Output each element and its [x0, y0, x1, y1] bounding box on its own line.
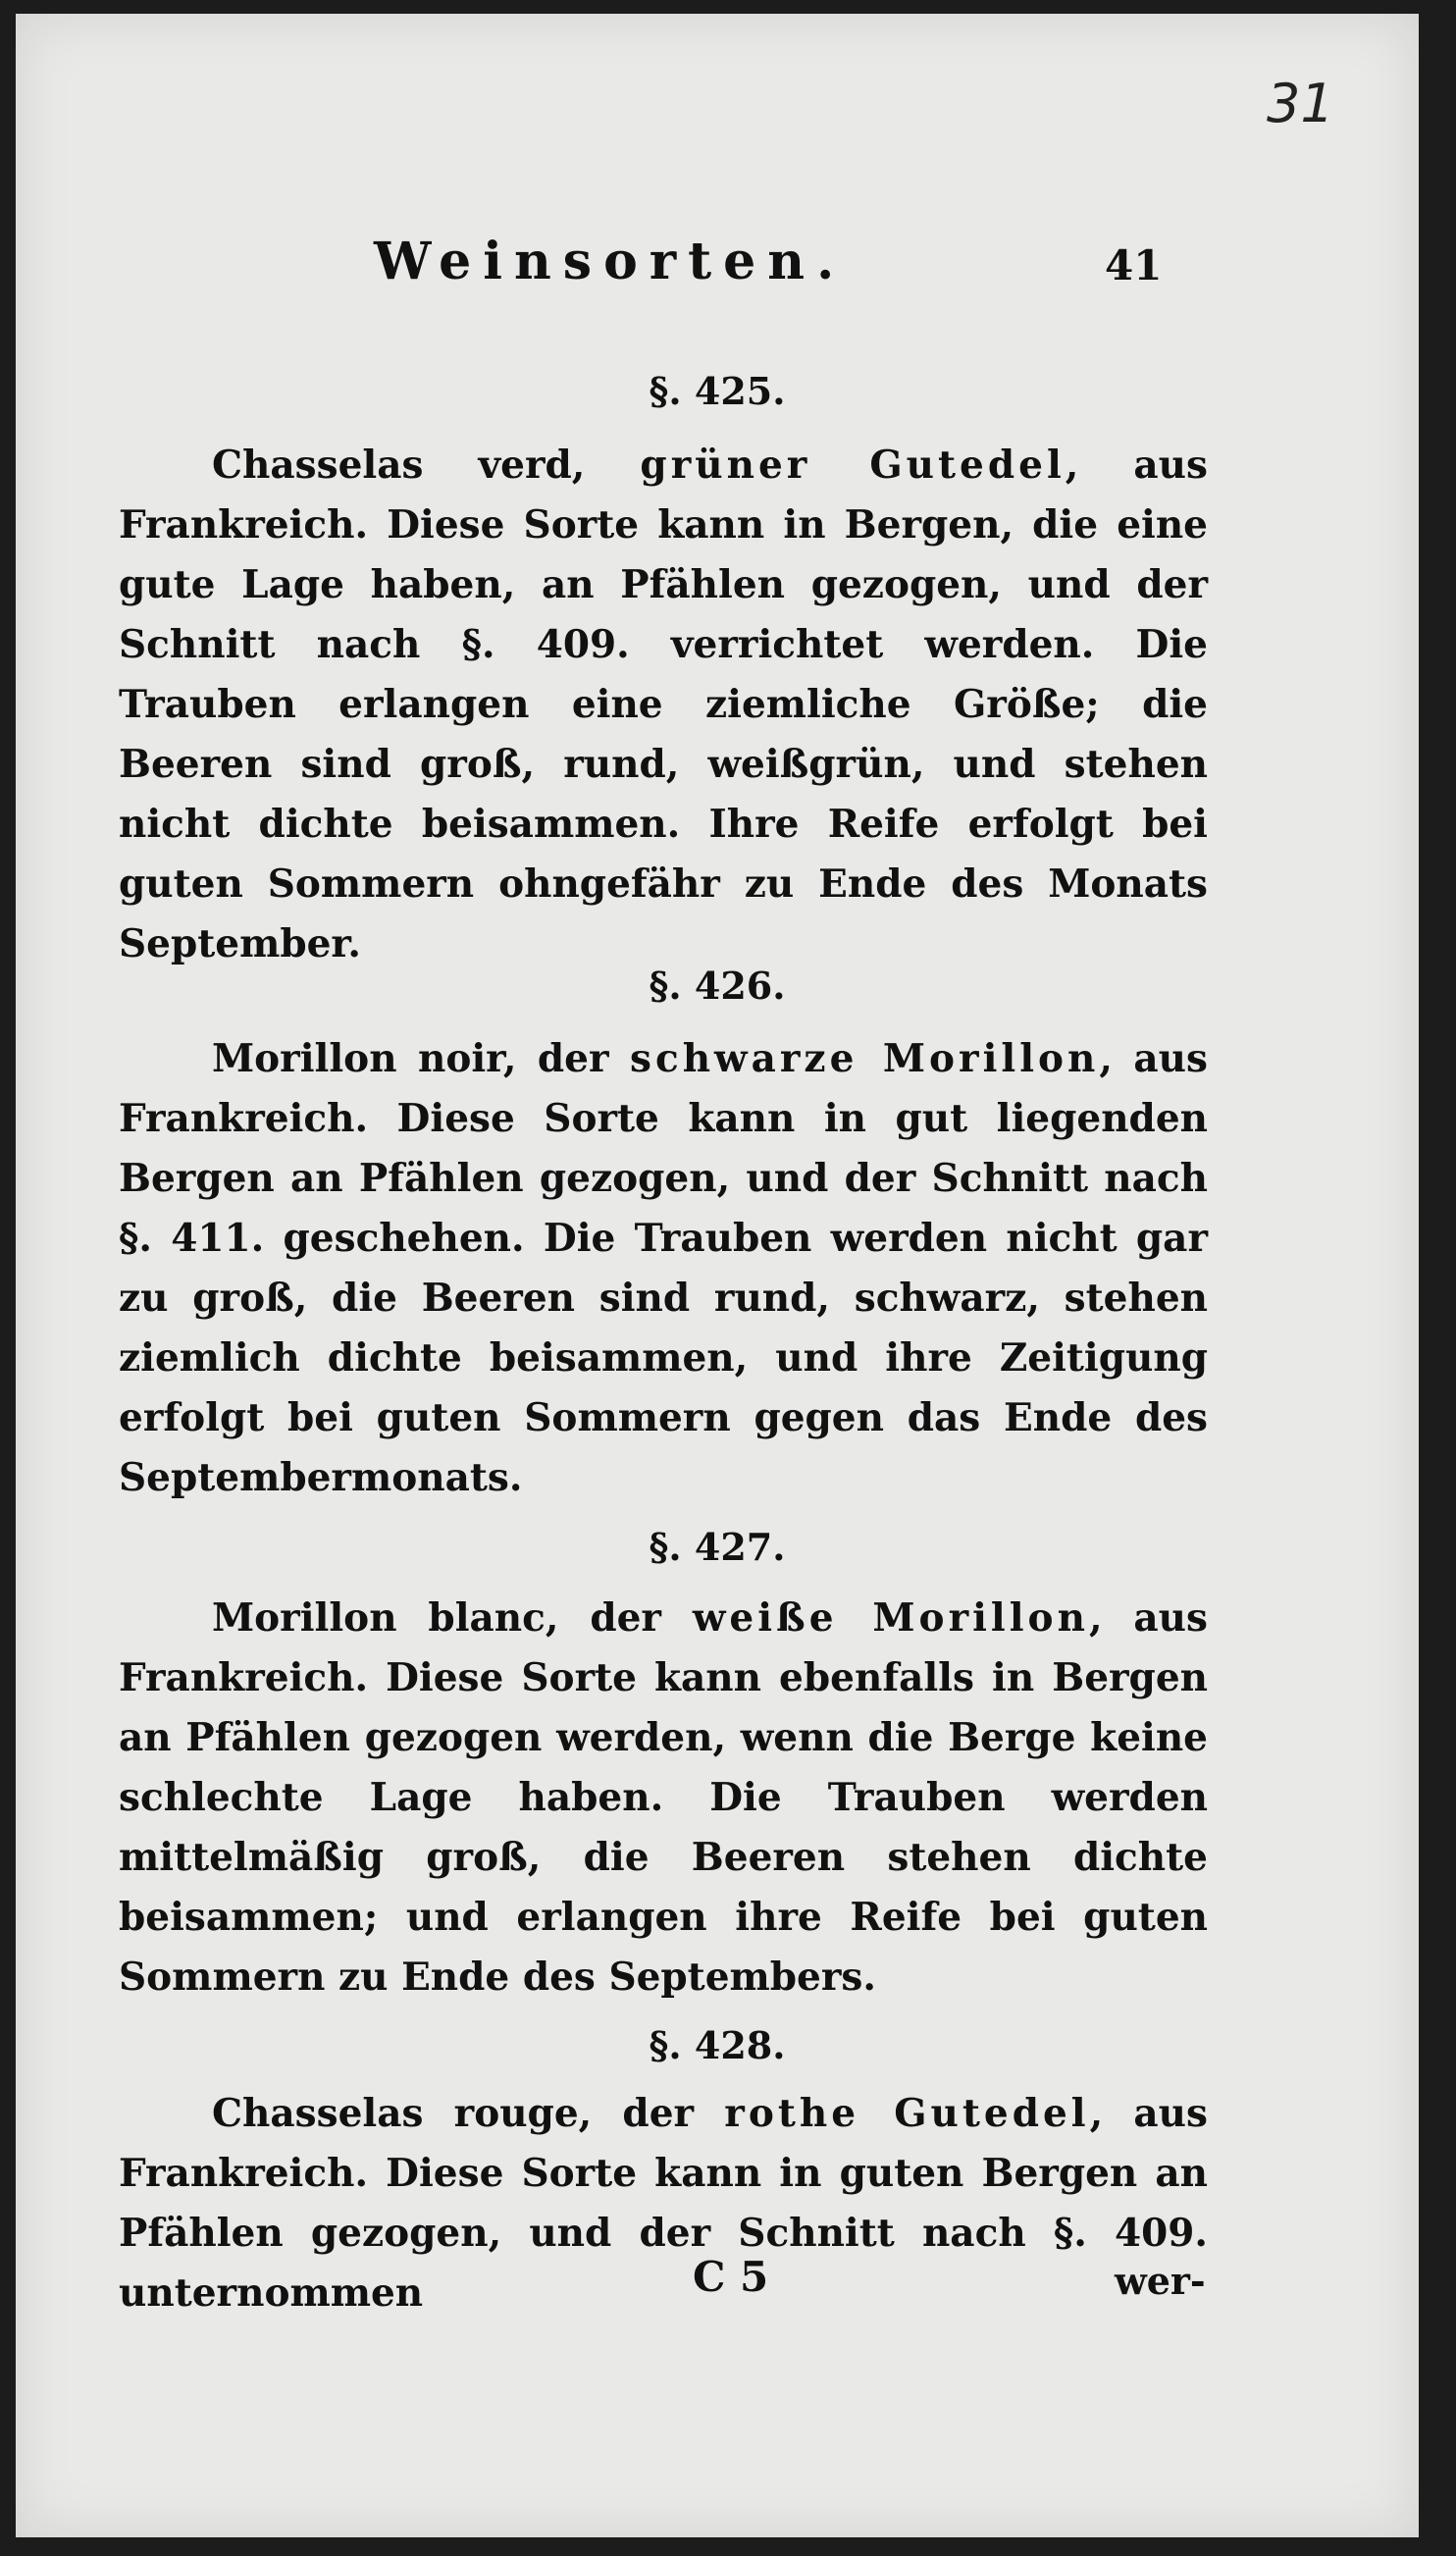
book-page — [16, 14, 1419, 2537]
paragraph-text: , aus Frankreich. Diese Sorte kann in Bergen, die eine gute Lage haben, an Pfählen gezogen, und der Schnitt nach §. 409. verrichtet werden. Die Trauben erlangen eine ziemliche Größe; die Beeren sind groß, rund, weißgrün, und stehen nicht dichte beisammen. Ihre Reife erfolgt bei guten Sommern ohngefähr zu Ende des Monats September. — [119, 443, 1208, 966]
paragraph-text: , aus Frankreich. Diese Sorte kann in guten Bergen an Pfählen gezogen, und der Schnitt nach §. 409. unternommen — [119, 2091, 1208, 2316]
signature-mark: C 5 — [693, 2253, 769, 2301]
section-heading-428: §. 428. — [649, 2023, 786, 2067]
catchword: wer- — [1115, 2259, 1206, 2303]
section-paragraph-426 — [119, 1029, 1208, 1508]
section-heading-426: §. 426. — [649, 964, 786, 1008]
leaf-number: 31 — [1267, 73, 1334, 134]
running-head: Weinsorten. — [374, 232, 847, 291]
paragraph-term: weiße Morillon — [692, 1595, 1089, 1641]
section-heading-425: §. 425. — [649, 369, 786, 413]
paragraph-term: schwarze Morillon — [629, 1036, 1100, 1081]
paragraph-term: rothe Gutedel — [724, 2091, 1090, 2136]
section-paragraph-427 — [119, 1589, 1208, 2008]
paragraph-lead: Chasselas rouge, der — [212, 2091, 725, 2136]
paragraph-lead: Chasselas verd, — [212, 443, 641, 488]
section-paragraph-428 — [119, 2084, 1208, 2323]
paragraph-text: , aus Frankreich. Diese Sorte kann ebenfalls in Bergen an Pfählen gezogen werden, wenn die Berge keine schlechte Lage haben. Die Trauben werden mittelmäßig groß, die Beeren stehen dichte beisammen; und erlangen ihre Reife bei guten Sommern zu Ende des Septembers. — [119, 1595, 1208, 2000]
section-heading-427: §. 427. — [649, 1525, 786, 1569]
paragraph-text: , aus Frankreich. Diese Sorte kann in gut liegenden Bergen an Pfählen gezogen, und der Schnitt nach §. 411. geschehen. Die Trauben werden nicht gar zu groß, die Beeren sind rund, schwarz, stehen ziemlich dichte beisammen, und ihre Zeitigung erfolgt bei guten Sommern gegen das Ende des Septembermonats. — [119, 1036, 1208, 1500]
paragraph-lead: Morillon noir, der — [212, 1036, 630, 1081]
paragraph-term: grüner Gutedel — [640, 443, 1066, 488]
section-paragraph-425 — [119, 436, 1208, 974]
page-number: 41 — [1105, 241, 1163, 289]
paragraph-lead: Morillon blanc, der — [212, 1595, 693, 1641]
